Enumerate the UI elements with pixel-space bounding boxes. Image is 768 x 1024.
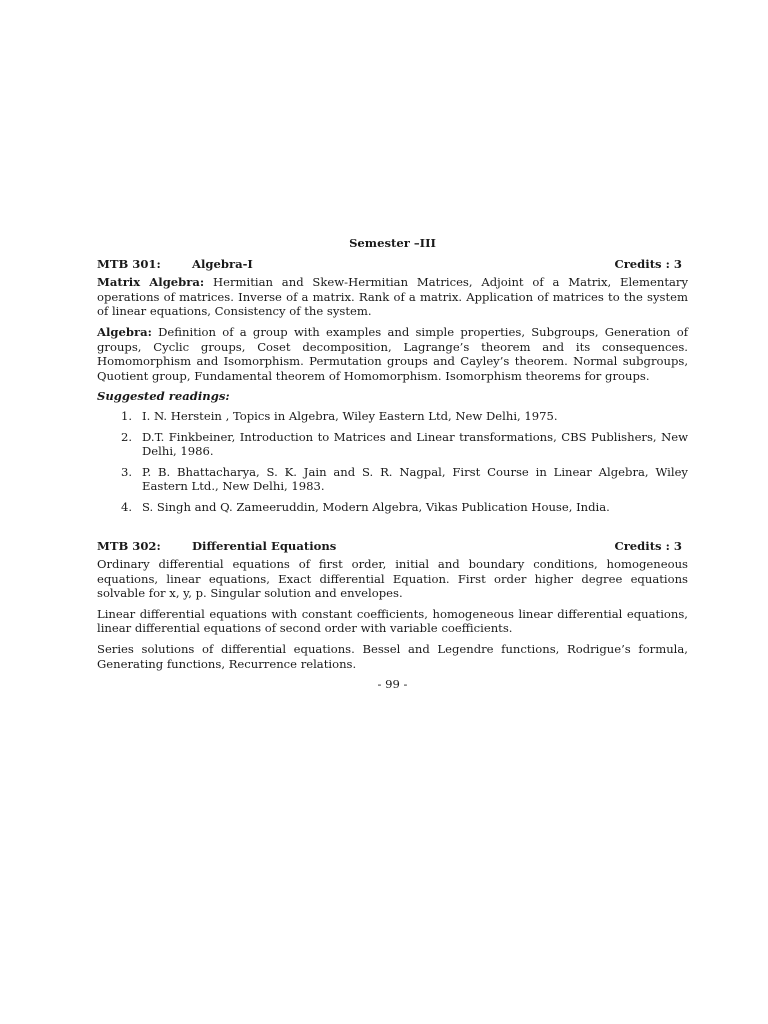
course-credits: Credits : 3 (614, 256, 682, 271)
page-number: - 99 - (377, 677, 408, 692)
reading-number: 4. (120, 499, 132, 514)
list-item (97, 409, 688, 424)
list-item (97, 430, 688, 459)
matrix-algebra-paragraph (97, 275, 688, 319)
paragraph-lead: Matrix Algebra: (97, 275, 205, 290)
semester-heading: Semester –III (349, 236, 436, 250)
document-page (97, 236, 688, 692)
course-code: MTB 302: (97, 538, 161, 553)
algebra-paragraph (97, 325, 688, 383)
reading-number: 2. (120, 429, 132, 444)
course-title: Algebra-I (192, 256, 253, 271)
course-header-mtb302 (97, 539, 688, 554)
ode-paragraph: Ordinary differential equations of first order, initial and boundary conditions, homogeneous equations, linear equations, Exact differential Equation. First order higher degree equations solvable for x, y, p. Singular solution and envelopes. (97, 557, 688, 601)
course-header-mtb301 (97, 257, 688, 272)
reading-text: I. N. Herstein , Topics in Algebra, Wiley Eastern Ltd, New Delhi, 1975. (142, 408, 558, 423)
list-item (97, 500, 688, 515)
list-item (97, 465, 688, 494)
section-spacer (97, 521, 688, 539)
series-solutions-paragraph: Series solutions of differential equations. Bessel and Legendre functions, Rodrigue’s formula, Generating functions, Recurrence relations. (97, 642, 688, 671)
reading-text: S. Singh and Q. Zameeruddin, Modern Algebra, Vikas Publication House, India. (142, 499, 610, 514)
course-title: Differential Equations (192, 538, 337, 553)
linear-de-paragraph: Linear differential equations with constant coefficients, homogeneous linear differential equations, linear differential equations of second order with variable coefficients. (97, 606, 688, 636)
reading-text: P. B. Bhattacharya, S. K. Jain and S. R. Nagpal, First Course in Linear Algebra, Wiley Eastern Ltd., New Delhi, 1983. (142, 464, 688, 494)
reading-number: 3. (120, 464, 132, 479)
paragraph-text: Definition of a group with examples and simple properties, Subgroups, Generation of groups, Cyclic groups, Coset decomposition, Lagrange’s theorem and its consequences. Homomorphism and Isomorphism. Permutation groups and Cayley’s theorem. Normal subgroups, Quotient group, Fundamental theorem of Homomorphism. Isomorphism theorems for groups. (97, 324, 688, 383)
reading-number: 1. (120, 408, 132, 423)
paragraph-lead: Algebra: (97, 324, 152, 339)
reading-text: D.T. Finkbeiner, Introduction to Matrices and Linear transformations, CBS Publishers, New Delhi, 1986. (142, 429, 688, 459)
readings-list (97, 409, 688, 515)
paragraph-text: Hermitian and Skew-Hermitian Matrices, Adjoint of a Matrix, Elementary operations of matrices. Inverse of a matrix. Rank of a matrix. Application of matrices to the system of linear equations, Consistency of the system. (97, 275, 689, 319)
suggested-readings-heading: Suggested readings: (97, 389, 230, 404)
course-code: MTB 301: (97, 256, 161, 271)
course-credits: Credits : 3 (614, 538, 682, 553)
